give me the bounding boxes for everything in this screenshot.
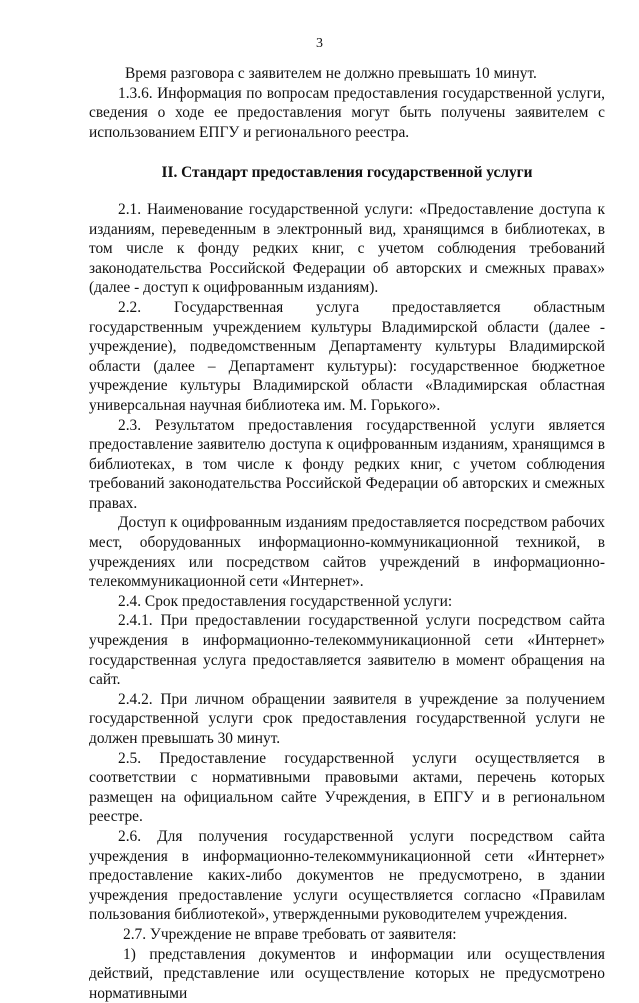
paragraph-1-3-6: 1.3.6. Информация по вопросам предоставления государственной услуги, сведения о ходе ее предоставления могут быть получены заявителем с использованием ЕПГУ и регионального реестра. [89,84,605,141]
section-title: II. Стандарт предоставления государственной услуги [161,164,533,182]
document-body [89,64,605,1003]
paragraph-2-3: 2.3. Результатом предоставления государственной услуги является предоставление заявителю доступа к оцифрованным изданиям, хранящимся в библиотеках, в том числе к фонду редких книг, с учетом соблюдения требований законодательства Российской Федерации об авторских и смежных правах. [89,416,605,512]
paragraph-2-7: 2.7. Учреждение не вправе требовать от заявителя: [123,925,457,943]
paragraph-2-4: 2.4. Срок предоставления государственной услуги: [118,592,453,610]
paragraph-access: Доступ к оцифрованным изданиям предоставляется посредством рабочих мест, оборудованных информационно-коммуникационной техникой, в учреждениях или посредством сайтов учреждений в информационно-телекоммуникационной сети «Интернет». [89,514,605,591]
paragraph-2-4-1: 2.4.1. При предоставлении государственной услуги посредством сайта учреждения в информационно-телекоммуникационной сети «Интернет» государственная услуга предоставляется заявителю в момент обращения на сайт. [89,612,605,689]
paragraph-talk-time: Время разговора с заявителем не должно превышать 10 минут. [125,65,537,82]
paragraph-2-4-2: 2.4.2. При личном обращении заявителя в учреждение за получением государственной услуги срок предоставления государственной услуги не должен превышать 30 минут. [89,690,605,747]
paragraph-2-2: 2.2. Государственная услуга предоставляется областным государственным учреждением культуры Владимирской области (далее - учреждение), подведомственным Департаменту культуры Владимирской области (далее – Департамент культуры): государственное бюджетное учреждение культуры Владимирской области «Владимирская областная универсальная научная библиотека им. М. Горького». [89,298,605,414]
paragraph-2-5: 2.5. Предоставление государственной услуги осуществляется в соответствии с нормативными правовыми актами, перечень которых размещен на официальном сайте Учреждения, в ЕПГУ и в региональном реестре. [89,749,605,826]
paragraph-2-1: 2.1. Наименование государственной услуги: «Предоставление доступа к изданиям, переведенным в электронный вид, хранящимся в библиотеках, в том числе к фонду редких книг, с учетом соблюдения требований законодательства Российской Федерации об авторских и смежных правах» (далее - доступ к оцифрованным изданиям). [89,200,605,297]
paragraph-2-6: 2.6. Для получения государственной услуги посредством сайта учреждения в информационно-телекоммуникационной сети «Интернет» предоставление каких-либо документов не предусмотрено, в здании учреждения предоставление услуги осуществляется согласно «Правилам пользования библиотекой», утвержденными руководителем учреждения. [89,827,605,924]
page-number: 3 [316,36,323,51]
paragraph-2-7-item-1: 1) представления документов и информации или осуществления действий, представление или осуществление которых не предусмотрено нормативными [89,945,605,1002]
